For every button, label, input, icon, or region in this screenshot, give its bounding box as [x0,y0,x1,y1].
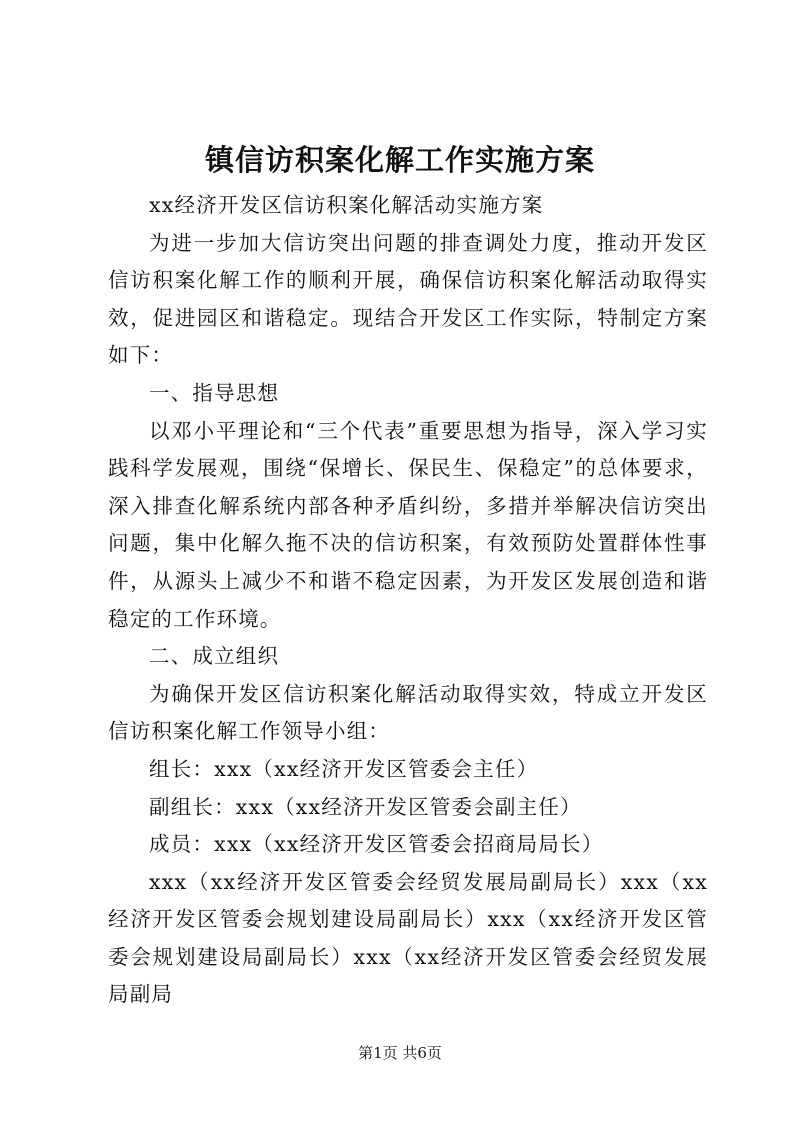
section-heading-organization: 二、成立组织 [149,644,280,669]
intro-paragraph: 为进一步加大信访突出问题的排查调处力度，推动开发区信访积案化解工作的顺利开展，确保信访积案化解活动取得实效，促进园区和谐稳定。现结合开发区工作实际，特制定方案如下： [108,230,708,368]
guiding-thought-paragraph: 以邓小平理论和“三个代表”重要思想为指导，深入学习实践科学发展观，围绕“保增长、保民生、保稳定”的总体要求，深入排查化解系统内部各种矛盾纠纷，多措并举解决信访突出问题，集中化解久拖不决的信访积案，有效预防处置群体性事件，从源头上减少不和谐不稳定因素，为开发区发展创造和谐稳定的工作环境。 [108,418,708,631]
leader-line: 组长：xxx（xx经济开发区管委会主任） [149,756,539,781]
subtitle-paragraph: xx经济开发区信访积案化解活动实施方案 [149,193,544,217]
members-line: 成员：xxx（xx经济开发区管委会招商局局长） [149,832,604,857]
deputy-leader-line: 副组长：xxx（xx经济开发区管委会副主任） [149,794,582,819]
organization-paragraph: 为确保开发区信访积案化解活动取得实效，特成立开发区信访积案化解工作领导小组： [108,681,708,744]
page-indicator: 第1页 共6页 [358,1044,442,1062]
document-title: 镇信访积案化解工作实施方案 [204,143,595,177]
document-body [108,187,708,1014]
members-continued-paragraph: xxx（xx经济开发区管委会经贸发展局副局长）xxx（xx经济开发区管委会规划建设局副局长）xxx（xx经济开发区管委会规划建设局副局长）xxx（xx经济开发区管委会经贸发展局副局 [108,869,708,1007]
section-heading-guiding-thought: 一、指导思想 [149,380,280,405]
